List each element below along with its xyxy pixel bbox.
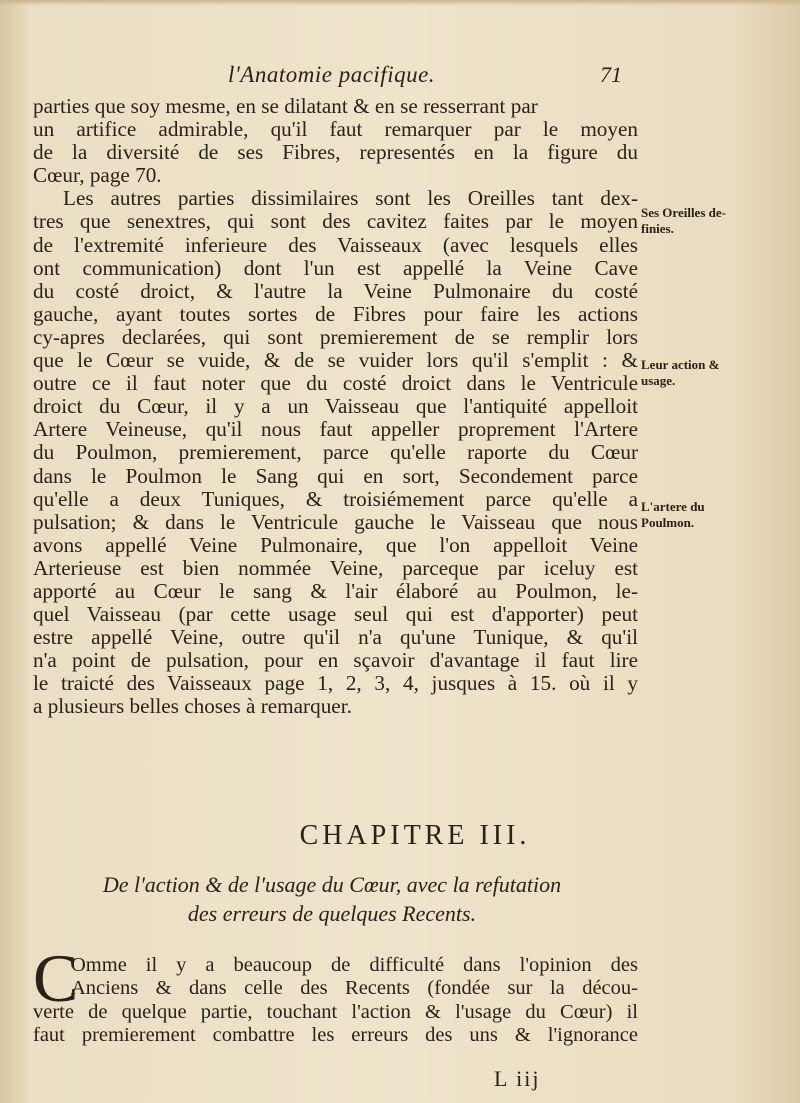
chapter-body: [33, 940, 638, 1048]
text-line: estre appellé Veine, outre qu'il n'a qu'une Tunique, & qu'il: [33, 626, 638, 650]
text-line: gauche, ayant toutes sortes de Fibres pour faire les actions: [33, 302, 638, 326]
text-line: droict du Cœur, il y a un Vaisseau que l'antiquité appelloit: [33, 395, 638, 419]
page-number: 71: [600, 62, 622, 87]
text-line: dans le Poulmon le Sang qui en sort, Secondement parce: [33, 464, 638, 488]
text-line: Les autres parties dissimilaires sont les Oreilles tant dex-: [63, 187, 638, 211]
margin-note-action: [641, 357, 791, 389]
text-line: tres que senextres, qui sont des cavitez faites par le moyen: [33, 210, 638, 234]
text-line: avons appellé Veine Pulmonaire, que l'on appelloit Veine: [33, 533, 638, 557]
text-line: Anciens & dans celle des Recents (fondée sur la décou-: [71, 977, 638, 1000]
signature-mark: L iij: [494, 1066, 541, 1091]
text-line: outre ce il faut noter que du costé droict dans le Ventricule: [33, 372, 638, 396]
text-line: qu'elle a deux Tuniques, & troisiémement parce qu'elle a: [33, 487, 638, 511]
running-head: l'Anatomie pacifique.: [228, 62, 436, 87]
text-line: pulsation; & dans le Ventricule gauche le Vaisseau que nous: [33, 510, 638, 534]
text-line: Omme il y a beaucoup de difficulté dans l'opinion des: [71, 954, 638, 976]
text-line: de la diversité de ses Fibres, representés en la figure du: [33, 141, 638, 165]
text-line: Arterieuse est bien nommée Veine, parceque par iceluy est: [33, 556, 638, 580]
margin-note-line: usage.: [641, 373, 676, 388]
text-line: verte de quelque partie, touchant l'action & l'usage du Cœur) il: [33, 1000, 638, 1023]
margin-note-artere: [641, 499, 791, 531]
text-line: du costé droict, & l'autre la Veine Pulmonaire du costé: [33, 279, 638, 303]
text-line: quel Vaisseau (par cette usage seul qui est d'apporter) peut: [33, 603, 638, 627]
chapter-subtitle-line: des erreurs de quelques Recents.: [187, 901, 477, 926]
chapter-subtitle-line: De l'action & de l'usage du Cœur, avec la refutation: [102, 872, 562, 897]
margin-note-line: Ses Oreilles de-: [641, 205, 726, 220]
page-top-edge: [0, 0, 800, 6]
margin-note-line: finies.: [641, 221, 674, 236]
text-line: ont communication) dont l'un est appellé la Veine Cave: [33, 256, 638, 280]
text-line: Cœur, page 70.: [33, 164, 162, 188]
margin-note-line: Poulmon.: [641, 515, 695, 530]
text-line: apporté au Cœur le sang & l'air élaboré au Poulmon, le-: [33, 579, 638, 603]
text-line: de l'extremité inferieure des Vaisseaux (avec lesquels elles: [33, 233, 638, 257]
text-line: parties que soy mesme, en se dilatant & en se resserrant par: [33, 95, 538, 118]
chapter-title: CHAPITRE III.: [299, 820, 531, 851]
text-line: le traicté des Vaisseaux page 1, 2, 3, 4, jusques à 15. où il y: [33, 672, 638, 696]
margin-note-line: Leur action &: [641, 357, 720, 372]
dropcap: C: [33, 940, 79, 1016]
text-line: Artere Veineuse, qu'il nous faut appeller proprement l'Artere: [33, 418, 638, 442]
text-line: a plusieurs belles choses à remarquer.: [33, 695, 352, 719]
text-line: un artifice admirable, qu'il faut remarquer par le moyen: [33, 118, 638, 142]
text-line: du Poulmon, premierement, parce qu'elle raporte du Cœur: [33, 441, 638, 465]
text-line: n'a point de pulsation, pour en sçavoir d'avantage il faut lire: [33, 649, 638, 673]
text-line: que le Cœur se vuide, & de se vuider lors qu'il s'emplit : &: [33, 349, 638, 373]
body-text: [33, 95, 638, 719]
margin-note-oreilles: [641, 205, 791, 237]
text-line: faut premierement combattre les erreurs des uns & l'ignorance: [33, 1024, 638, 1047]
text-line: cy-apres declarées, qui sont premierement de se remplir lors: [33, 325, 638, 349]
margin-note-line: L'artere du: [641, 499, 705, 514]
chapter-subtitle: [32, 870, 632, 928]
